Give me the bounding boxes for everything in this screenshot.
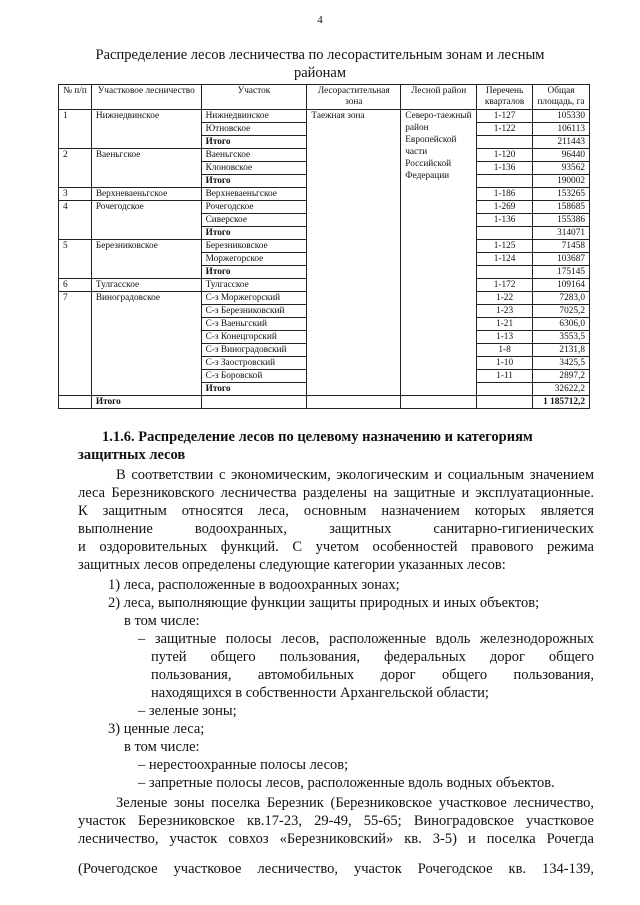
cell-plot: Рочегодское [201, 201, 307, 214]
cell-area: 3425,5 [533, 357, 590, 370]
paragraph-line: защитных лесов определены следующие категории указанных лесов: [78, 557, 506, 573]
cell-forestry: Нижнедвинское [91, 110, 201, 149]
cell-area: 190002 [533, 175, 590, 188]
cell-zone: Таежная зона [307, 110, 401, 396]
list-subitem: – нерестоохранные полосы лесов; [138, 757, 349, 773]
cell-plot: Ваеньгское [201, 149, 307, 162]
cell-area: 211443 [533, 136, 590, 149]
cell-plot: Верхневаеньгское [201, 188, 307, 201]
cell-quarters: 1-136 [477, 214, 533, 227]
list-item: 2) леса, выполняющие функции защиты природных и иных объектов; [108, 595, 540, 611]
cell-area: 7283,0 [533, 292, 590, 305]
paragraph-line: В соответствии с экономическим, экологическим и социальным значением [116, 467, 594, 483]
cell-plot: Итого [201, 175, 307, 188]
table-row [59, 110, 590, 123]
cell-plot: С-з Заостровский [201, 357, 307, 370]
header-area: Общая площадь, га [533, 85, 590, 110]
cell-quarters [477, 383, 533, 396]
paragraph-line: выполнение водоохранных, защитных санитарно-гигиенических [78, 521, 594, 537]
header-zone: Лесорастительная зона [307, 85, 401, 110]
cell-plot: С-з Березниковский [201, 305, 307, 318]
cell-area: 109164 [533, 279, 590, 292]
grand-total-label: Итого [91, 396, 201, 409]
header-plot: Участок [201, 85, 307, 110]
cell-area: 105330 [533, 110, 590, 123]
cell-quarters: 1-23 [477, 305, 533, 318]
cell-plot: С-з Виноградовский [201, 344, 307, 357]
closing-line: лесничество, участок совхоз «Березниковский» кв. 3-5) и поселка Рочегда [78, 831, 594, 847]
cell-region: Северо-таежный район Европейской части Российской Федерации [401, 110, 477, 396]
cell-plot: Клоновское [201, 162, 307, 175]
cell-area: 155386 [533, 214, 590, 227]
closing-line: участок Березниковское кв.17-23, 29-49, 55-65; Виноградовское участковое [78, 813, 594, 829]
cell-area: 71458 [533, 240, 590, 253]
cell-area: 7025,2 [533, 305, 590, 318]
cell-num [59, 396, 92, 409]
cell-quarters: 1-11 [477, 370, 533, 383]
list-subitem: находящихся в собственности Архангельской области; [151, 685, 489, 701]
list-item: 1) леса, расположенные в водоохранных зонах; [108, 577, 400, 593]
cell-area: 96440 [533, 149, 590, 162]
cell-forestry: Рочегодское [91, 201, 201, 240]
cell-quarters: 1-124 [477, 253, 533, 266]
cell-plot: Итого [201, 383, 307, 396]
cell-quarters: 1-186 [477, 188, 533, 201]
cell-num: 7 [59, 292, 92, 396]
header-region: Лесной район [401, 85, 477, 110]
table-title: Распределение лесов лесничества по лесорастительным зонам и лесным районам [95, 47, 545, 81]
cell-quarters: 1-125 [477, 240, 533, 253]
cell-forestry: Ваеньгское [91, 149, 201, 188]
cell-forestry: Верхневаеньгское [91, 188, 201, 201]
cell-area: 2131,8 [533, 344, 590, 357]
cell-quarters: 1-13 [477, 331, 533, 344]
cell-num: 2 [59, 149, 92, 188]
cell-area: 103687 [533, 253, 590, 266]
header-num: № п/п [59, 85, 92, 110]
cell-area: 106113 [533, 123, 590, 136]
list-subitem: путей общего пользования, федеральных дорог общего [151, 649, 594, 665]
header-quarters: Перечень кварталов [477, 85, 533, 110]
list-item: 3) ценные леса; [108, 721, 205, 737]
cell-plot: Итого [201, 266, 307, 279]
cell-num: 1 [59, 110, 92, 149]
cell-plot: С-з Моржегорский [201, 292, 307, 305]
cell-area: 32622,2 [533, 383, 590, 396]
cell-area: 3553,5 [533, 331, 590, 344]
cell-forestry: Виноградовское [91, 292, 201, 396]
paragraph-line: и оздоровительных функций. С учетом особенностей правового режима [78, 539, 594, 555]
paragraph-line: леса Березниковского лесничества разделены на защитные и эксплуатационные. [78, 485, 594, 501]
list-subitem: пользования, автомобильных дорог общего пользования, [151, 667, 594, 683]
cell-quarters: 1-269 [477, 201, 533, 214]
cell-plot: С-з Ваеньгский [201, 318, 307, 331]
cell-zone [307, 396, 401, 409]
header-forestry: Участковое лесничество [91, 85, 201, 110]
cell-plot: Тулгасское [201, 279, 307, 292]
cell-quarters: 1-136 [477, 162, 533, 175]
cell-num: 6 [59, 279, 92, 292]
cell-area: 2897,2 [533, 370, 590, 383]
page-number: 4 [317, 14, 323, 26]
cell-quarters: 1-120 [477, 149, 533, 162]
list-subitem: – защитные полосы лесов, расположенные вдоль железнодорожных [138, 631, 594, 647]
cell-quarters [477, 396, 533, 409]
cell-plot: Ютновское [201, 123, 307, 136]
cell-plot: Итого [201, 136, 307, 149]
cell-area: 175145 [533, 266, 590, 279]
paragraph-line: К защитным относятся леса, основным назначением которых является [78, 503, 594, 519]
cell-quarters [477, 227, 533, 240]
cell-quarters: 1-127 [477, 110, 533, 123]
closing-line: (Рочегодское участковое лесничество, участок Рочегодское кв. 134-139, [78, 861, 594, 877]
cell-plot: Нижнедвинское [201, 110, 307, 123]
cell-plot: С-з Боровской [201, 370, 307, 383]
cell-plot: Березниковское [201, 240, 307, 253]
list-subheading: в том числе: [124, 739, 200, 755]
cell-num: 3 [59, 188, 92, 201]
cell-quarters [477, 266, 533, 279]
grand-total-value: 1 185712,2 [533, 396, 590, 409]
cell-area: 93562 [533, 162, 590, 175]
cell-quarters: 1-8 [477, 344, 533, 357]
cell-forestry: Тулгасское [91, 279, 201, 292]
list-subitem: – запретные полосы лесов, расположенные вдоль водных объектов. [138, 775, 555, 791]
cell-quarters: 1-22 [477, 292, 533, 305]
cell-plot [201, 396, 307, 409]
cell-quarters: 1-21 [477, 318, 533, 331]
list-subheading: в том числе: [124, 613, 200, 629]
cell-plot: Моржегорское [201, 253, 307, 266]
cell-quarters: 1-10 [477, 357, 533, 370]
cell-quarters [477, 136, 533, 149]
forest-distribution-table [58, 84, 590, 409]
cell-quarters: 1-122 [477, 123, 533, 136]
list-subitem: – зеленые зоны; [138, 703, 237, 719]
cell-region [401, 396, 477, 409]
cell-num: 4 [59, 201, 92, 240]
cell-quarters [477, 175, 533, 188]
cell-plot: Итого [201, 227, 307, 240]
table-header-row [59, 85, 590, 110]
cell-plot: С-з Конецгорский [201, 331, 307, 344]
table-total-row [59, 396, 590, 409]
cell-area: 153265 [533, 188, 590, 201]
cell-area: 6306,0 [533, 318, 590, 331]
cell-area: 158685 [533, 201, 590, 214]
cell-quarters: 1-172 [477, 279, 533, 292]
cell-plot: Сиверское [201, 214, 307, 227]
cell-num: 5 [59, 240, 92, 279]
cell-area: 314071 [533, 227, 590, 240]
table-body [59, 110, 590, 409]
cell-forestry: Березниковское [91, 240, 201, 279]
section-heading: 1.1.6. Распределение лесов по целевому назначению и категориям защитных лесов [78, 429, 533, 463]
closing-line: Зеленые зоны поселка Березник (Березниковское участковое лесничество, [116, 795, 594, 811]
